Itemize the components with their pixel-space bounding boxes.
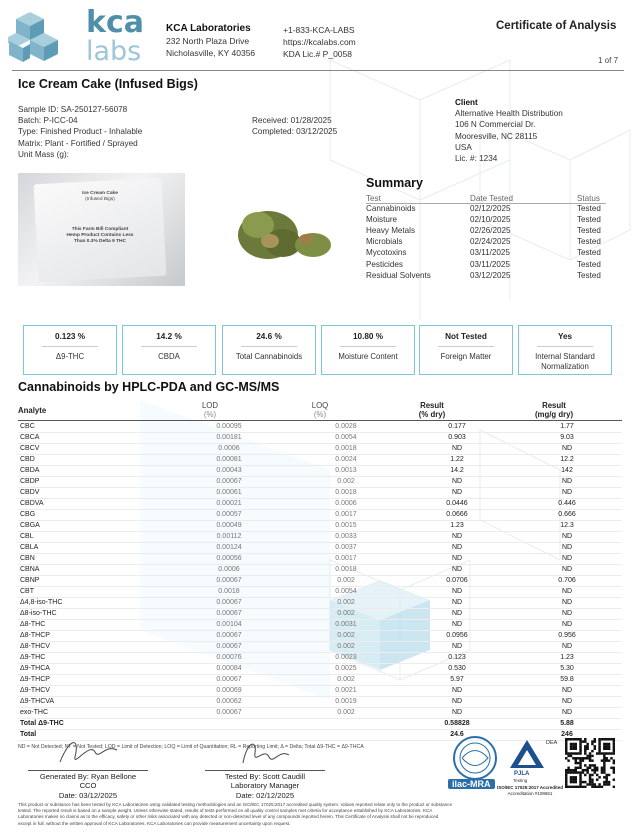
summary-status: Tested	[577, 248, 601, 258]
pjla-text: PJLA	[514, 771, 530, 777]
summary-status: Tested	[577, 215, 601, 225]
result-mg: ND	[512, 620, 622, 631]
summary-status: Tested	[577, 226, 601, 236]
analyte-name: CBDA	[18, 466, 168, 477]
table-row	[18, 477, 622, 488]
loq-value: 0.002	[290, 609, 402, 620]
table-row	[18, 697, 622, 708]
result-pct: 24.6	[402, 730, 512, 741]
analyte-name: Δ9-THCVA	[18, 697, 168, 708]
summary-title: Summary	[366, 176, 423, 190]
client-label: Client	[455, 98, 478, 107]
lod-value: 0.00061	[168, 488, 290, 499]
result-pct: 0.0706	[402, 576, 512, 587]
summary-date: 03/12/2025	[470, 270, 511, 280]
kpi-value: 14.2 %	[156, 332, 182, 341]
result-mg: ND	[512, 554, 622, 565]
lod-value: 0.00095	[168, 422, 290, 433]
cannabinoids-title: Cannabinoids by HPLC-PDA and GC-MS/MS	[18, 380, 280, 394]
lab-website[interactable]: https://kcalabs.com	[283, 37, 356, 47]
sample-bag-photo	[18, 173, 185, 286]
lod-value: 0.00084	[168, 664, 290, 675]
loq-value: 0.002	[290, 675, 402, 686]
loq-value: 0.002	[290, 576, 402, 587]
analyte-name: CBG	[18, 510, 168, 521]
kpi-box-cbda	[122, 325, 216, 375]
lod-value	[168, 719, 290, 730]
unit-mass: Unit Mass (g):	[18, 149, 69, 159]
logo-labs-text: labs	[86, 36, 142, 67]
analyte-name: Δ8-THCV	[18, 642, 168, 653]
col-result-mg: Result (mg/g dry)	[534, 401, 574, 419]
summary-test: Cannabinoids	[366, 204, 416, 213]
lod-value: 0.00067	[168, 642, 290, 653]
analyte-name: Δ8-iso-THC	[18, 609, 168, 620]
result-mg: ND	[512, 686, 622, 697]
loq-value: 0.0017	[290, 554, 402, 565]
col-lod: LOD (%)	[201, 401, 219, 419]
result-mg: 0.446	[512, 499, 622, 510]
qr-code[interactable]	[565, 738, 615, 788]
lod-value: 0.00067	[168, 576, 290, 587]
tested-by-block: Tested By: Scott Caudill Laboratory Manager Date: 02/12/2025	[224, 772, 306, 800]
lab-phone: +1-833-KCA-LABS	[283, 25, 355, 35]
lod-value: 0.00067	[168, 675, 290, 686]
loq-value: 0.0018	[290, 488, 402, 499]
lod-value: 0.00112	[168, 532, 290, 543]
loq-value: 0.0021	[290, 686, 402, 697]
lab-address-block	[166, 22, 255, 59]
summary-test: Heavy Metals	[366, 226, 416, 236]
loq-value: 0.0023	[290, 653, 402, 664]
client-info	[455, 97, 563, 164]
analyte-name: CBD	[18, 455, 168, 466]
result-mg: 0.706	[512, 576, 622, 587]
loq-value	[290, 719, 402, 730]
lab-contact-block	[283, 24, 356, 60]
lod-value: 0.0006	[168, 565, 290, 576]
lod-value: 0.00057	[168, 510, 290, 521]
table-row	[18, 543, 622, 554]
result-mg: ND	[512, 488, 622, 499]
table-row	[18, 554, 622, 565]
signature-ryan-bellone	[55, 732, 125, 772]
kpi-label: CBDA	[158, 352, 180, 361]
summary-status: Tested	[577, 204, 601, 213]
result-pct: ND	[402, 686, 512, 697]
result-pct: 0.177	[402, 422, 512, 433]
result-mg: ND	[512, 598, 622, 609]
analyte-name: Total	[18, 730, 168, 741]
kpi-box-foreign-matter	[419, 325, 513, 375]
result-pct: ND	[402, 609, 512, 620]
logo-kca-text: kca	[86, 5, 144, 40]
table-row	[18, 455, 622, 466]
product-type: Type: Finished Product - Inhalable	[18, 127, 143, 137]
kca-logo-cubes	[8, 10, 83, 68]
analyte-name: CBLA	[18, 543, 168, 554]
table-row	[18, 686, 622, 697]
table-row	[18, 708, 622, 719]
result-pct: 14.2	[402, 466, 512, 477]
table-row	[18, 675, 622, 686]
table-row	[18, 466, 622, 477]
result-pct: 0.530	[402, 664, 512, 675]
result-mg: 59.8	[512, 675, 622, 686]
loq-value: 0.0031	[290, 620, 402, 631]
analyte-name: CBCA	[18, 433, 168, 444]
generated-by-block: Generated By: Ryan Bellone CCO Date: 03/12/2025	[39, 772, 137, 800]
kpi-label: Total Cannabinoids	[235, 352, 303, 361]
analyte-name: CBNP	[18, 576, 168, 587]
summary-date: 03/11/2025	[470, 248, 510, 258]
loq-value: 0.0033	[290, 532, 402, 543]
col-result-pct: Result (% dry)	[418, 401, 446, 419]
iso-accreditation: ISO/IEC 17025:2017 Accredited Accreditation #108651	[496, 785, 564, 796]
analyte-name: Δ8-THC	[18, 620, 168, 631]
analyte-name: CBDVA	[18, 499, 168, 510]
result-mg: ND	[512, 477, 622, 488]
loq-value: 0.0018	[290, 444, 402, 455]
matrix: Matrix: Plant - Fortified / Sprayed	[18, 138, 138, 148]
analyte-name: Total Δ9-THC	[18, 719, 168, 730]
client-address1: 106 N Commercial Dr.	[455, 120, 536, 130]
analyte-name: CBL	[18, 532, 168, 543]
result-mg: ND	[512, 565, 622, 576]
result-pct: ND	[402, 708, 512, 719]
result-mg: ND	[512, 642, 622, 653]
result-mg: ND	[512, 708, 622, 719]
kpi-value: 24.6 %	[256, 332, 282, 341]
disclaimer: This product or substance has been tested by KCA Laboratories using validated testing methodologies and an ISO/IEC 17025:2017 accredited quality system. Values reported relate only to the product or substance tested. The reported result is based on a sample weight. Unless otherwise stated, results of tests performed on all quality control samples met criteria for acceptance established by KCA Laboratories. KCA Laboratories makes no claims as to the efficacy, safety or other risks associated with any detected or non-detected level of any compounds reported herein. This Certificate of Analysis shall not be reproduced except in full, without the written approval of KCA Laboratories. KCA Laboratories can provide measurement uncertainty upon request.	[18, 802, 453, 826]
result-mg: 0.956	[512, 631, 622, 642]
lod-value: 0.00043	[168, 466, 290, 477]
analyte-name: CBDV	[18, 488, 168, 499]
lab-name: KCA Laboratories	[166, 23, 251, 34]
result-mg: 5.88	[512, 719, 622, 730]
client-address2: Mooresville, NC 28115	[455, 131, 538, 141]
result-pct: ND	[402, 554, 512, 565]
document-title: Certificate of Analysis	[496, 20, 617, 32]
pjla-logo	[508, 738, 546, 770]
analyte-name: CBNA	[18, 565, 168, 576]
footnote: ND = Not Detected; NT = Not Tested; LOD = Limit of Detection; LOQ = Limit of Quantitation; RL = Reporting Limit; Δ = Delta; Total Δ9-THC = Δ9-THCA	[18, 744, 364, 750]
result-mg: 142	[512, 466, 622, 477]
lod-value: 0.00062	[168, 697, 290, 708]
table-row	[18, 532, 622, 543]
col-analyte: Analyte	[18, 406, 47, 415]
kpi-label: Moisture Content	[338, 352, 398, 361]
result-pct: ND	[402, 444, 512, 455]
result-pct: 1.23	[402, 521, 512, 532]
dates-info	[252, 115, 337, 137]
lod-value: 0.00081	[168, 455, 290, 466]
table-row	[18, 587, 622, 598]
lod-value: 0.00056	[168, 554, 290, 565]
signature-line-2	[205, 770, 325, 771]
lod-value: 0.00067	[168, 609, 290, 620]
result-pct: 5.97	[402, 675, 512, 686]
kpi-box-moisture-content	[321, 325, 415, 375]
table-row	[18, 609, 622, 620]
loq-value: 0.0025	[290, 664, 402, 675]
summary-date: 03/11/2025	[470, 259, 510, 269]
dea-text: DEA	[546, 740, 558, 746]
lod-value: 0.00067	[168, 598, 290, 609]
summary-test: Moisture	[366, 215, 398, 225]
loq-value	[290, 730, 402, 741]
result-pct: ND	[402, 587, 512, 598]
loq-value: 0.0028	[290, 422, 402, 433]
lod-value: 0.0006	[168, 444, 290, 455]
analyte-name: Δ4,8-iso-THC	[18, 598, 168, 609]
analyte-name: CBDP	[18, 477, 168, 488]
result-mg: ND	[512, 697, 622, 708]
kpi-box--9-thc	[23, 325, 117, 375]
result-pct: 0.903	[402, 433, 512, 444]
product-name: Ice Cream Cake (Infused Bigs)	[18, 77, 198, 91]
loq-value: 0.0017	[290, 510, 402, 521]
sample-id: Sample ID: SA-250127-56078	[18, 105, 128, 114]
analyte-name: CBT	[18, 587, 168, 598]
cannabinoids-table	[18, 422, 622, 741]
summary-test: Microbials	[366, 237, 403, 247]
result-pct: 0.0446	[402, 499, 512, 510]
loq-value: 0.0054	[290, 587, 402, 598]
summary-date: 02/24/2025	[470, 237, 511, 247]
table-row	[18, 422, 622, 433]
table-row	[18, 631, 622, 642]
table-row	[18, 576, 622, 587]
ilac-mra-logo	[452, 735, 498, 781]
lod-value: 0.00049	[168, 521, 290, 532]
result-pct: ND	[402, 543, 512, 554]
result-pct: ND	[402, 565, 512, 576]
client-name: Alternative Health Distribution	[455, 109, 563, 119]
result-mg: 1.23	[512, 653, 622, 664]
result-pct: 0.123	[402, 653, 512, 664]
analyte-name: Δ9-THCP	[18, 675, 168, 686]
kpi-label: Δ9-THC	[55, 352, 85, 361]
result-pct: ND	[402, 477, 512, 488]
lod-value: 0.00067	[168, 708, 290, 719]
lod-value: 0.00021	[168, 499, 290, 510]
summary-header-test: Test	[366, 194, 381, 203]
loq-value: 0.002	[290, 642, 402, 653]
lod-value: 0.00076	[168, 653, 290, 664]
sample-info	[18, 104, 142, 160]
analyte-name: CBC	[18, 422, 168, 433]
result-pct: ND	[402, 697, 512, 708]
result-mg: 12.3	[512, 521, 622, 532]
result-mg: ND	[512, 444, 622, 455]
page-number: 1 of 7	[598, 56, 619, 65]
table-row	[18, 444, 622, 455]
analyte-name: Δ8-THCP	[18, 631, 168, 642]
analyte-name: Δ9-THCV	[18, 686, 168, 697]
batch: Batch: P-ICC-04	[18, 116, 78, 126]
kpi-label: Foreign Matter	[440, 352, 492, 361]
summary-test: Pesticides	[366, 259, 403, 269]
kpi-box-total-cannabinoids	[222, 325, 316, 375]
loq-value: 0.0019	[290, 697, 402, 708]
result-mg: 0.666	[512, 510, 622, 521]
analyte-name: CBGA	[18, 521, 168, 532]
table-row	[18, 642, 622, 653]
table-row	[18, 521, 622, 532]
result-pct: ND	[402, 642, 512, 653]
table-row	[18, 510, 622, 521]
result-mg: 1.77	[512, 422, 622, 433]
result-pct: ND	[402, 532, 512, 543]
analyte-name: exo-THC	[18, 708, 168, 719]
col-loq: LOQ (%)	[311, 401, 329, 419]
result-mg: ND	[512, 609, 622, 620]
summary-status: Tested	[577, 259, 601, 269]
loq-value: 0.0006	[290, 499, 402, 510]
table-total-row	[18, 719, 622, 730]
summary-header-status: Status	[577, 194, 600, 203]
loq-value: 0.0037	[290, 543, 402, 554]
loq-value: 0.002	[290, 631, 402, 642]
summary-header-date-tested: Date Tested	[470, 194, 514, 203]
lab-address2: Nicholasville, KY 40356	[166, 48, 256, 58]
loq-value: 0.002	[290, 708, 402, 719]
summary-date: 02/10/2025	[470, 215, 511, 225]
client-country: USA	[455, 142, 472, 152]
result-pct: ND	[402, 488, 512, 499]
lab-address1: 232 North Plaza Drive	[166, 36, 250, 46]
summary-date: 02/12/2025	[470, 204, 511, 213]
received-date: Received: 01/28/2025	[252, 116, 332, 125]
analyte-name: Δ9-THC	[18, 653, 168, 664]
kpi-value: 10.80 %	[352, 332, 384, 341]
loq-value: 0.0018	[290, 565, 402, 576]
lab-license: KDA Lic.# P_0058	[283, 49, 352, 59]
summary-status: Tested	[577, 237, 601, 247]
lod-value: 0.00104	[168, 620, 290, 631]
table-header-rule	[18, 420, 622, 421]
analyte-name: CBN	[18, 554, 168, 565]
result-mg: 12.2	[512, 455, 622, 466]
table-row	[18, 664, 622, 675]
lod-value: 0.00067	[168, 631, 290, 642]
loq-value: 0.0015	[290, 521, 402, 532]
result-pct: 0.0956	[402, 631, 512, 642]
analyte-name: Δ9-THCA	[18, 664, 168, 675]
result-mg: 246	[512, 730, 622, 741]
result-mg: ND	[512, 532, 622, 543]
lod-value: 0.00067	[168, 477, 290, 488]
loq-value: 0.002	[290, 477, 402, 488]
kpi-label: Internal Standard Normalization	[535, 352, 595, 371]
sample-flower-photo	[188, 173, 356, 286]
pjla-testing-text: Testing	[513, 778, 528, 783]
result-pct: ND	[402, 620, 512, 631]
lod-value: 0.00181	[168, 433, 290, 444]
summary-test: Residual Solvents	[366, 270, 431, 280]
kpi-box-internal-standard-normalization	[518, 325, 612, 375]
signature-scott-caudill	[235, 735, 295, 773]
summary-date: 02/26/2025	[470, 226, 511, 236]
kpi-value: Yes	[557, 332, 573, 341]
table-row	[18, 565, 622, 576]
ilac-mra-text: ilac-MRA	[448, 779, 495, 789]
lod-value: 0.0018	[168, 587, 290, 598]
lod-value: 0.00124	[168, 543, 290, 554]
result-pct: 0.0666	[402, 510, 512, 521]
kpi-value: 0.123 %	[54, 332, 86, 341]
table-row	[18, 598, 622, 609]
result-mg: 9.03	[512, 433, 622, 444]
loq-value: 0.002	[290, 598, 402, 609]
table-row	[18, 620, 622, 631]
table-row	[18, 653, 622, 664]
loq-value: 0.0024	[290, 455, 402, 466]
table-row	[18, 433, 622, 444]
result-pct: 1.22	[402, 455, 512, 466]
table-row	[18, 499, 622, 510]
kpi-value: Not Tested	[445, 332, 487, 341]
table-row	[18, 488, 622, 499]
signature-line-1	[28, 770, 148, 771]
result-pct: 0.58828	[402, 719, 512, 730]
summary-test: Mycotoxins	[366, 248, 407, 258]
lod-value: 0.00069	[168, 686, 290, 697]
result-pct: ND	[402, 598, 512, 609]
client-license: Lic. #: 1234	[455, 154, 498, 164]
loq-value: 0.0054	[290, 433, 402, 444]
analyte-name: CBCV	[18, 444, 168, 455]
loq-value: 0.0013	[290, 466, 402, 477]
result-mg: 5.30	[512, 664, 622, 675]
result-mg: ND	[512, 543, 622, 554]
header-divider	[12, 70, 624, 71]
result-mg: ND	[512, 587, 622, 598]
bag-label-text: Ice Cream Cake (Infused Bigs) This Farm Bill Compliant Hemp Product Contains Less Than 0.3% Delta 9 THC	[66, 191, 134, 244]
completed-date: Completed: 03/12/2025	[252, 127, 338, 137]
summary-status: Tested	[577, 270, 601, 280]
